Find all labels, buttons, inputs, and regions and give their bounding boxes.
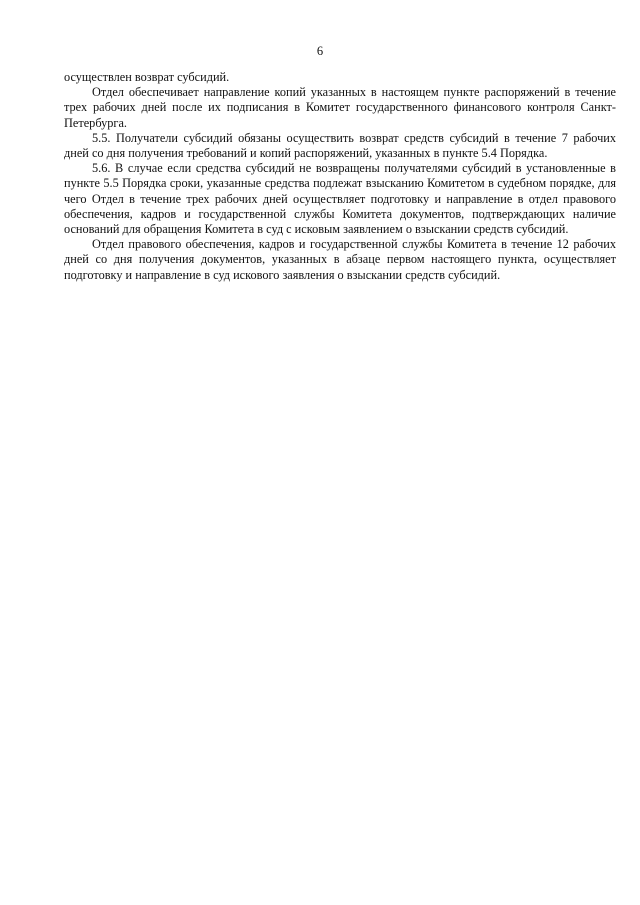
paragraph-department-copies: Отдел обеспечивает направление копий указанных в настоящем пункте распоряжений в течение трех рабочих дней после их подписания в Комитет государственного финансового контроля Санкт-Петербурга.: [64, 85, 616, 130]
document-body: [64, 70, 616, 283]
paragraph-continuation: осуществлен возврат субсидий.: [64, 70, 230, 84]
paragraph-clause-5-6: 5.6. В случае если средства субсидий не возвращены получателями субсидий в установленные в пункте 5.5 Порядка сроки, указанные средства подлежат взысканию Комитетом в судебном порядке, для чего Отдел в течение трех рабочих дней осуществляет подготовку и направление в отдел правового обеспечения, кадров и государственной службы Комитета документов, подтверждающих наличие оснований для обращения Комитета в суд с исковым заявлением о взыскании средств субсидий.: [64, 161, 616, 237]
paragraph-legal-department: Отдел правового обеспечения, кадров и государственной службы Комитета в течение 12 рабочих дней со дня получения документов, указанных в абзаце первом настоящего пункта, осуществляет подготовку и направление в суд искового заявления о взыскании средств субсидий.: [64, 237, 616, 282]
page-number: 6: [316, 44, 324, 58]
paragraph-clause-5-5: 5.5. Получатели субсидий обязаны осуществить возврат средств субсидий в течение 7 рабочих дней со дня получения требований и копий распоряжений, указанных в пункте 5.4 Порядка.: [64, 130, 616, 161]
